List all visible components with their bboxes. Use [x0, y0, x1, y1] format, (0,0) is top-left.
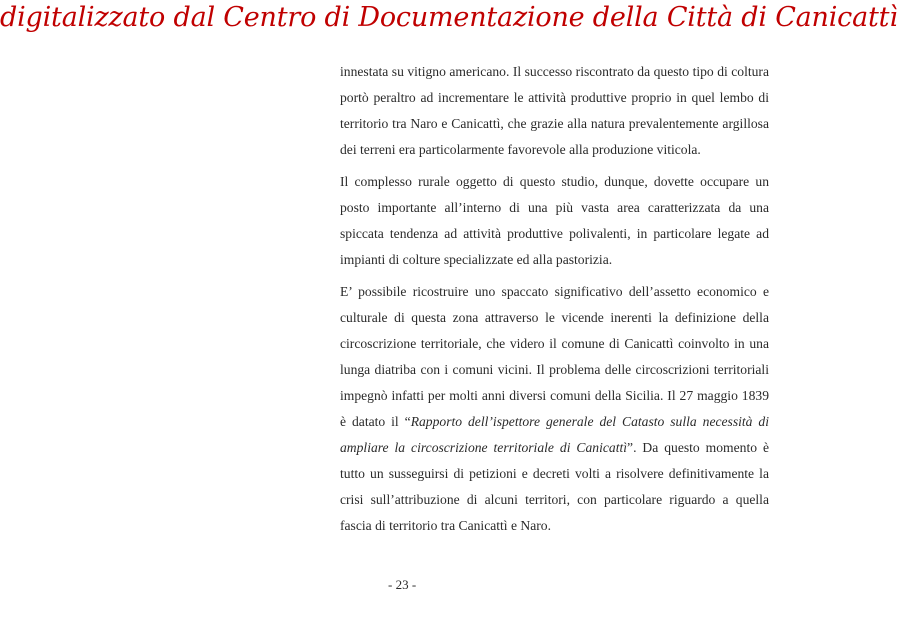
paragraph-3: [340, 279, 769, 539]
paragraph-1: [340, 59, 769, 163]
report-title-citation: Rapporto dell’ispettore generale del Catasto sulla necessità di ampliare la circoscrizione territoriale di Canicattì: [340, 414, 770, 455]
paragraph-1-text: innestata su vitigno americano. Il successo riscontrato da questo tipo di coltura portò peraltro ad incrementare le attività produttive proprio in quel lembo di territorio tra Naro e Canicattì, che grazie alla natura prevalentemente argillosa dei terreni era particolarmente favorevole alla produzione viticola.: [340, 64, 769, 157]
paragraph-2: [340, 169, 769, 273]
page-number: - 23 -: [388, 577, 417, 592]
paragraph-3-text-end: ”. Da questo momento è tutto un susseguirsi di petizioni e decreti volti a risolvere definitivamente la crisi sull’attribuzione di alcuni territori, con particolare riguardo a quella fascia di territorio tra Canicattì e Naro.: [340, 440, 770, 533]
paragraph-3-text-start: E’ possibile ricostruire uno spaccato significativo dell’assetto economico e culturale di questa zona attraverso le vicende inerenti la definizione della circoscrizione territoriale, che videro il comune di Canicattì coinvolto in una lunga diatriba con i comuni vicini. Il problema delle circoscrizioni territoriali impegnò infatti per molti anni diversi comuni della Sicilia. Il 27 maggio 1839 è datato il “: [340, 284, 769, 429]
paragraph-2-text: Il complesso rurale oggetto di questo studio, dunque, dovette occupare un posto importante all’interno di una più vasta area caratterizzata da una spiccata tendenza ad attività produttive polivalenti, in particolare legate ad impianti di colture specializzate ed alla pastorizia.: [340, 174, 769, 267]
digitization-watermark: digitalizzato dal Centro di Documentazione della Città di Canicattì: [0, 2, 898, 33]
body-text: [340, 59, 769, 539]
